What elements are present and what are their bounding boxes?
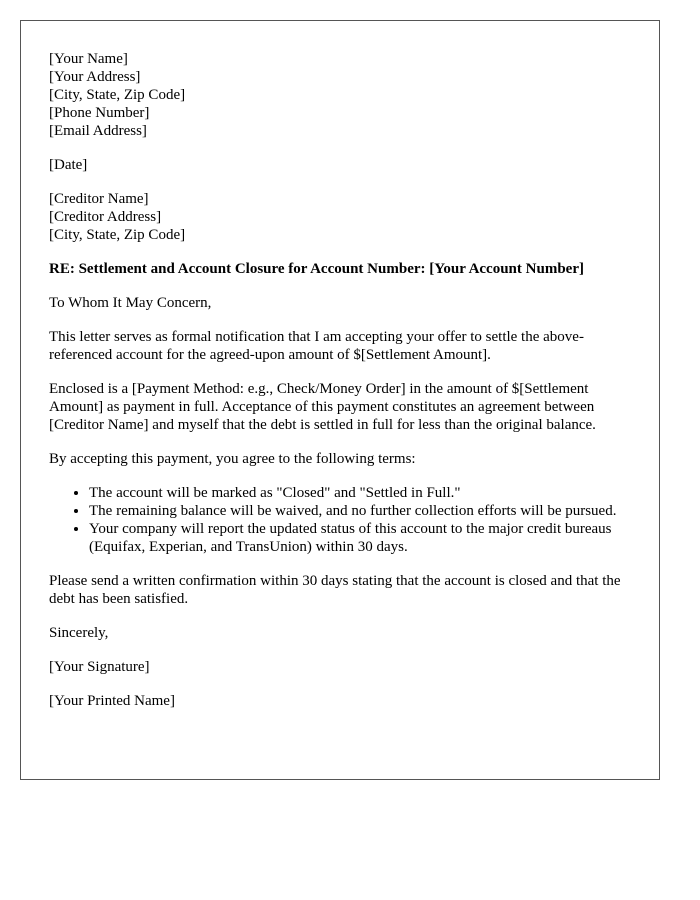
- sign-off: Sincerely,: [49, 625, 109, 641]
- recipient-city-state-zip: [City, State, Zip Code]: [49, 227, 186, 243]
- printed-name: [Your Printed Name]: [49, 693, 175, 709]
- date-line: [49, 156, 631, 174]
- sender-block: [49, 50, 631, 140]
- recipient-name: [Creditor Name]: [49, 191, 149, 207]
- recipient-address: [Creditor Address]: [49, 209, 162, 225]
- sender-address: [Your Address]: [49, 69, 141, 85]
- term-item: • Your company will report the updated status of this account to the major credit bureaus (Equifax, Experian, and TransUnion) within 30 days.: [89, 520, 631, 556]
- recipient-block: [49, 190, 631, 244]
- salutation: To Whom It May Concern,: [49, 295, 212, 311]
- term-item: • The remaining balance will be waived, and no further collection efforts will be pursued.: [89, 502, 631, 520]
- paragraph-confirmation: Please send a written confirmation within 30 days stating that the account is closed and that the debt has been satisfied.: [49, 573, 621, 607]
- letter-date: [Date]: [49, 157, 88, 173]
- signature-placeholder: [Your Signature]: [49, 659, 150, 675]
- terms-list: [49, 484, 631, 556]
- paragraph-acceptance: This letter serves as formal notification that I am accepting your offer to settle the above-referenced account for the agreed-upon amount of $[Settlement Amount].: [49, 329, 584, 363]
- sender-city-state-zip: [City, State, Zip Code]: [49, 87, 186, 103]
- sender-email: [Email Address]: [49, 123, 147, 139]
- term-item: • The account will be marked as "Closed" and "Settled in Full.": [89, 484, 631, 502]
- sender-phone: [Phone Number]: [49, 105, 150, 121]
- paragraph-payment: Enclosed is a [Payment Method: e.g., Check/Money Order] in the amount of $[Settlement Amount] as payment in full. Acceptance of this payment constitutes an agreement between [Creditor Name] and myself that the debt is settled in full for less than the original balance.: [49, 381, 596, 433]
- sender-name: [Your Name]: [49, 51, 128, 67]
- subject-line: RE: Settlement and Account Closure for Account Number: [Your Account Number]: [49, 261, 584, 277]
- letter-page: [20, 20, 660, 780]
- paragraph-terms-intro: By accepting this payment, you agree to the following terms:: [49, 451, 416, 467]
